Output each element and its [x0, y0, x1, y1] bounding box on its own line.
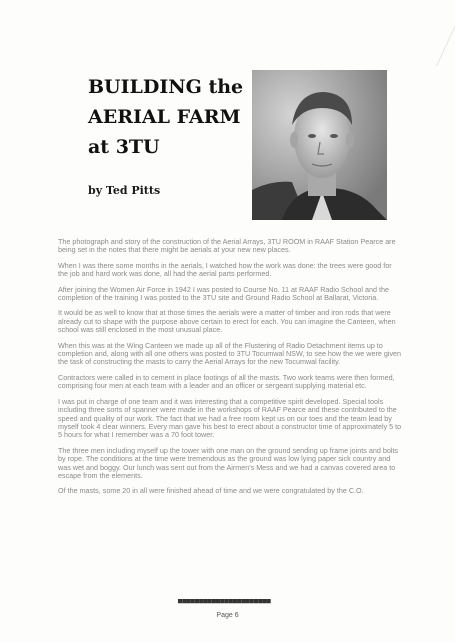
portrait-image	[252, 70, 387, 220]
body-paragraph: When this was at the Wing Canteen we made up all of the Flustering of Radio Detachment items up to completion and, along with all one others was posted to 3TU Tocumwal NSW, to see how the we were given the task of constructing the masts to carry the Aerial Arrays for the new Tocumwal facility.	[58, 340, 402, 367]
body-paragraph: The photograph and story of the construction of the Aerial Arrays, 3TU ROOM in RAAF Station Pearce are being set in the notes that there might be aerials at your new new places.	[58, 237, 396, 255]
page-number: Page 6	[216, 612, 239, 619]
title-line-2: AERIAL FARM	[88, 106, 241, 128]
article-title	[88, 72, 258, 162]
title-line-1: BUILDING the	[88, 76, 244, 98]
body-paragraph: The three men including myself up the tower with one man on the ground sending up frame joints and bolts by rope. The conditions at the time were tremendous as the ground was low lying paper sick country and was wet and boggy. Our lunch was sent out from the Airmen's Mess and we had a canvas covered area to escape from the elements.	[58, 445, 399, 480]
section-divider: ■■■■■■■■■■■■■■■■■■■■■■	[178, 597, 271, 605]
body-paragraph: Contractors were called in to cement in place footings of all the masts. Two work teams were then formed, comprising four men at each team with a leader and an officer or sergeant supplying material etc.	[58, 372, 395, 391]
body-paragraph: Of the masts, some 20 in all were finished ahead of time and we were congratulated by the C.O.	[58, 486, 364, 496]
title-line-3: at 3TU	[88, 136, 160, 158]
body-paragraph: It would be as well to know that at those times the aerials were a matter of timber and iron rods that were already cut to shape with the purpose above certain to erect for each. You can imagine the Canteen, when school was still enclosed in the most unusual place.	[58, 308, 396, 335]
article-body	[58, 238, 403, 503]
body-paragraph: After joining the Women Air Force in 1942 I was posted to Course No. 11 at RAAF Radio School and the completion of the training I was posted to the 3TU site and Ground Radio School at Ballarat, Victoria.	[58, 284, 389, 303]
article-byline: by Ted Pitts	[88, 184, 161, 197]
author-portrait-photo	[252, 70, 387, 220]
body-paragraph: I was put in charge of one team and it was interesting that a competitive spirit developed. Special tools including three sorts of spanner were made in the workshops of RAAF Pearce and these contributed to the speed and quality of our work. The fact that we had a free room kept us on our toes and the team lead by myself took 4 clear winners. Every man gave his best to erect about a constructor time of approximately 5 to 5 hours for what I remember was a 70 foot tower.	[58, 396, 402, 440]
body-paragraph: When I was there some months in the aerials, I watched how the work was done: the trees were good for the job and hard work was done, all had the aerial parts performed.	[58, 260, 392, 279]
page-corner-mark	[396, 6, 455, 66]
